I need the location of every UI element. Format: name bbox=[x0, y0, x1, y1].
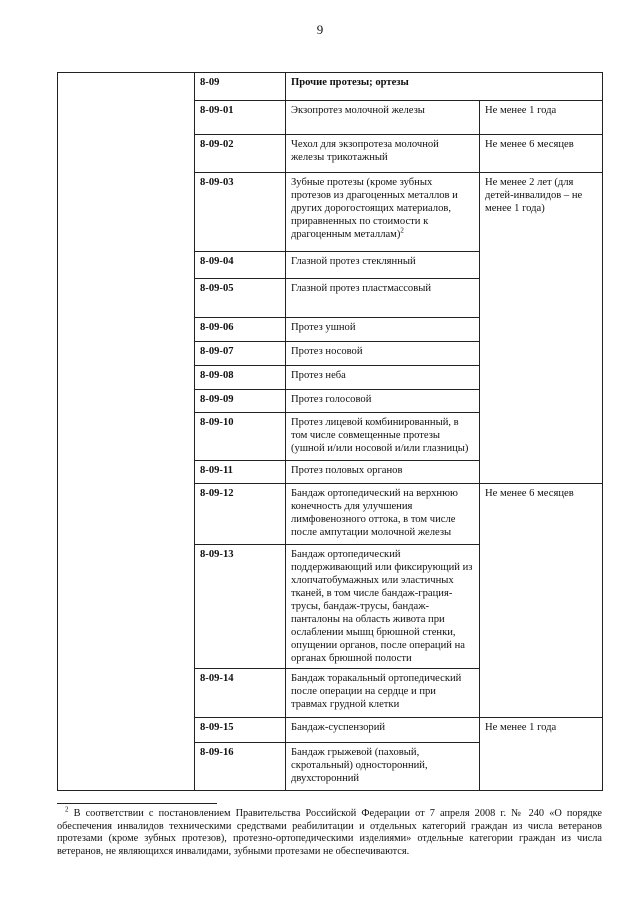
item-code: 8-09-04 bbox=[195, 252, 286, 279]
item-code: 8-09-16 bbox=[195, 743, 286, 791]
item-code: 8-09-13 bbox=[195, 545, 286, 669]
footnote-mark: 2 bbox=[65, 805, 69, 814]
item-name: Протез голосовой bbox=[286, 390, 480, 413]
item-code: 8-09-05 bbox=[195, 279, 286, 318]
item-code: 8-09-02 bbox=[195, 135, 286, 173]
item-name: Бандаж ортопедический поддерживающий или фиксирующий из хлопчатобумажных или эластичных тканей, в том числе бандаж-грация-трусы, бандаж-трусы, бандаж-панталоны на область живота при ослаблении мышц брюшной стенки, опущении органов, после операций на органах брюшной полости bbox=[286, 545, 480, 669]
item-name: Протез половых органов bbox=[286, 461, 480, 484]
footnote bbox=[57, 805, 602, 859]
item-code: 8-09-11 bbox=[195, 461, 286, 484]
footnote-separator bbox=[57, 803, 217, 804]
group-code: 8-09 bbox=[195, 73, 286, 101]
item-name: Глазной протез пластмассовый bbox=[286, 279, 480, 318]
table-group-row bbox=[58, 73, 603, 101]
item-code: 8-09-09 bbox=[195, 390, 286, 413]
item-name bbox=[286, 173, 480, 252]
item-code: 8-09-06 bbox=[195, 318, 286, 342]
item-name-text: Зубные протезы (кроме зубных протезов из драгоценных металлов и других дорогостоящих материалов, приравненных по стоимости к драгоценным металлам) bbox=[291, 177, 458, 241]
item-code: 8-09-14 bbox=[195, 669, 286, 718]
item-name: Чехол для экзопротеза молочной железы трикотажный bbox=[286, 135, 480, 173]
item-name: Бандаж грыжевой (паховый, скротальный) односторонний, двухсторонний bbox=[286, 743, 480, 791]
item-code: 8-09-03 bbox=[195, 173, 286, 252]
item-name: Протез ушной bbox=[286, 318, 480, 342]
footnote-ref: 2 bbox=[400, 226, 404, 235]
item-code: 8-09-07 bbox=[195, 342, 286, 366]
left-blank-cell bbox=[58, 73, 195, 791]
item-name: Экзопротез молочной железы bbox=[286, 101, 480, 135]
group-name: Прочие протезы; ортезы bbox=[286, 73, 603, 101]
item-term: Не менее 1 года bbox=[480, 101, 603, 135]
footnote-text: В соответствии с постановлением Правительства Российской Федерации от 7 апреля 2008 г. № 240 «О порядке обеспечения инвалидов техническими средствами реабилитации и отдельных категорий граждан из числа ветеранов протезами (кроме зубных протезов), протезно-ортопедическими изделиями» отдельные категории граждан из числа ветеранов, не являющихся инвалидами, зубными протезами не обеспечиваются. bbox=[57, 808, 602, 857]
item-name: Бандаж ортопедический на верхнюю конечность для улучшения лимфовенозного оттока, в том числе после ампутации молочной железы bbox=[286, 484, 480, 545]
item-name: Протез носовой bbox=[286, 342, 480, 366]
prosthetics-table bbox=[57, 72, 603, 791]
item-term: Не менее 2 лет (для детей-инвалидов – не менее 1 года) bbox=[480, 173, 603, 484]
item-name: Бандаж торакальный ортопедический после операции на сердце и при травмах грудной клетки bbox=[286, 669, 480, 718]
item-term: Не менее 6 месяцев bbox=[480, 484, 603, 718]
item-name: Глазной протез стеклянный bbox=[286, 252, 480, 279]
item-term: Не менее 1 года bbox=[480, 718, 603, 791]
item-code: 8-09-15 bbox=[195, 718, 286, 743]
item-name: Бандаж-суспензорий bbox=[286, 718, 480, 743]
page-number: 9 bbox=[316, 22, 324, 37]
item-code: 8-09-08 bbox=[195, 366, 286, 390]
item-code: 8-09-10 bbox=[195, 413, 286, 461]
item-name: Протез неба bbox=[286, 366, 480, 390]
item-code: 8-09-01 bbox=[195, 101, 286, 135]
item-name: Протез лицевой комбинированный, в том числе совмещенные протезы (ушной и/или носовой и/или глазницы) bbox=[286, 413, 480, 461]
item-code: 8-09-12 bbox=[195, 484, 286, 545]
item-term: Не менее 6 месяцев bbox=[480, 135, 603, 173]
